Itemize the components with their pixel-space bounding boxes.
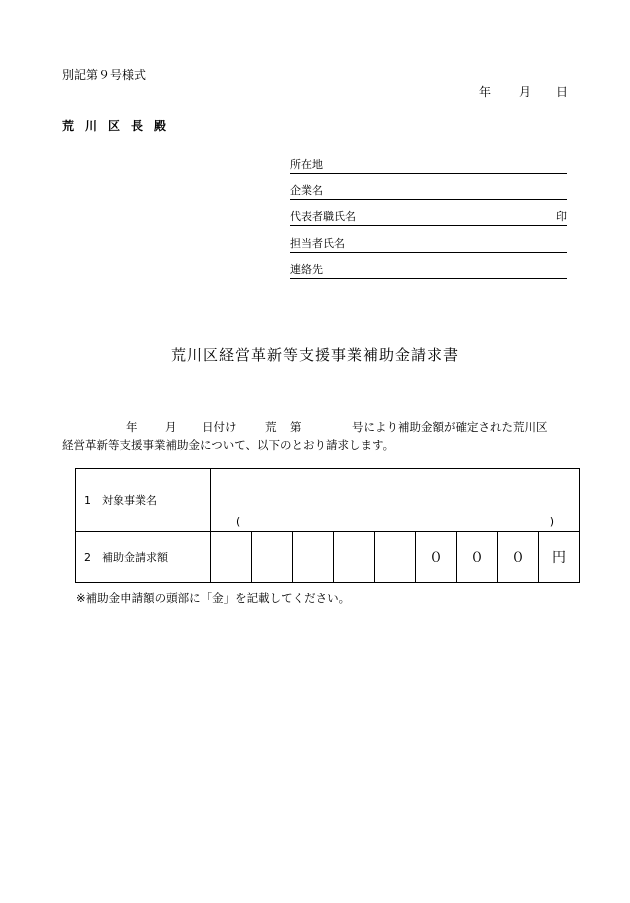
request-table [75, 468, 580, 583]
date-month: 月 [519, 85, 532, 99]
company-field[interactable] [290, 186, 567, 200]
row2-label: 2 補助金請求額 [84, 551, 168, 564]
amount-digit-cell[interactable] [252, 532, 293, 583]
document-title: 荒川区経営革新等支援事業補助金請求書 [170, 346, 459, 364]
table-row [76, 532, 580, 583]
amount-digit-cell[interactable] [211, 532, 252, 583]
contact-person-field[interactable] [290, 239, 567, 253]
paren-close: ) [549, 515, 554, 528]
footnote: ※補助金申請額の頭部に「金」を記載してください。 [76, 591, 351, 605]
project-name-cell[interactable] [211, 469, 580, 532]
amount-digit-cell[interactable]: ０ [416, 532, 457, 583]
representative-label: 代表者職氏名 [290, 210, 356, 223]
body-dated: 日付け [202, 420, 237, 434]
paren-open: ( [236, 515, 241, 528]
amount-digit-cell[interactable]: ０ [498, 532, 539, 583]
seal-mark: 印 [556, 210, 567, 223]
date-year: 年 [479, 85, 492, 99]
row1-label: 1 対象事業名 [84, 494, 157, 507]
table-row [76, 469, 580, 532]
address-field[interactable] [290, 160, 567, 174]
contact-field[interactable] [290, 265, 567, 279]
amount-digit-cell[interactable] [375, 532, 416, 583]
company-label: 企業名 [290, 184, 323, 197]
body-line2: 経営革新等支援事業補助金について、以下のとおり請求します。 [62, 438, 395, 452]
date-day: 日 [556, 85, 569, 99]
amount-digit-cell[interactable]: ０ [457, 532, 498, 583]
body-rest: 号により補助金額が確定された荒川区 [352, 420, 548, 434]
address-label: 所在地 [290, 158, 323, 171]
row1-label-cell [76, 469, 211, 532]
body-month: 月 [165, 420, 177, 434]
yen-cell: 円 [539, 532, 580, 583]
amount-digit-cell[interactable] [293, 532, 334, 583]
body-year: 年 [126, 420, 138, 434]
body-dai: 第 [290, 420, 302, 434]
contact-label: 連絡先 [290, 263, 323, 276]
contact-person-label: 担当者氏名 [290, 237, 345, 250]
form-number: 別記第９号様式 [62, 68, 147, 82]
body-ara: 荒 [265, 420, 277, 434]
representative-field[interactable] [290, 212, 567, 226]
row2-label-cell [76, 532, 211, 583]
addressee: 荒川区長殿 [62, 119, 178, 133]
amount-digit-cell[interactable] [334, 532, 375, 583]
